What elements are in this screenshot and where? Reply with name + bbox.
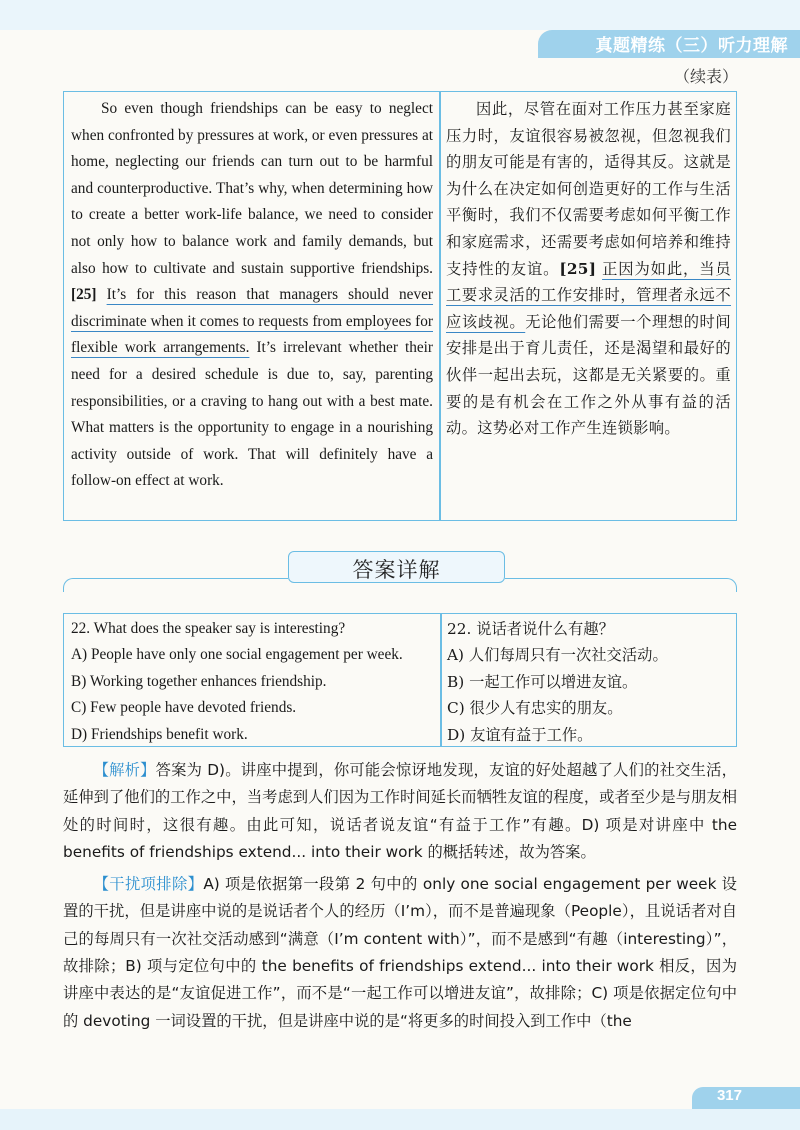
option-c-zh: C) 很少人有忠实的朋友。	[447, 699, 623, 718]
question-marker-en: [25]	[71, 286, 97, 304]
passage-english	[71, 96, 433, 495]
option-b-en: B) Working together enhances friendship.	[71, 672, 327, 690]
option-a-zh: A) 人们每周只有一次社交活动。	[447, 646, 668, 665]
column-divider	[439, 92, 441, 520]
chinese-key-sentence: 正因为如此，当员工要求灵活的工作安排时，管理者永远不应该歧视。	[446, 259, 731, 331]
question-stem-zh: 22. 说话者说什么有趣？	[447, 620, 614, 638]
explanation	[63, 757, 737, 1035]
question-table	[63, 613, 737, 747]
section-title: 答案详解	[352, 559, 441, 582]
footer-band	[0, 1109, 800, 1130]
distractor-paragraph	[63, 871, 737, 1035]
english-text-before: So even though friendships can be easy to neglect when confronted by pressures at work, or even pressures at home, neglecting our friends can turn out to be harmful and counterproductive. That’s why, when determining how to create a better work-life balance, we need to consider not only how to balance work and family demands, but also how to cultivate and sustain supportive friendships.	[71, 100, 433, 277]
continued-label: （续表）	[673, 69, 738, 86]
page-number-tab	[692, 1087, 800, 1109]
column-divider	[440, 614, 442, 746]
question-stem-en: 22. What does the speaker say is interesting?	[71, 620, 346, 637]
question-english	[71, 616, 437, 748]
passage-chinese	[446, 96, 731, 442]
question-marker-zh: [25]	[559, 259, 597, 278]
english-text-after: It’s irrelevant whether their need for a desired schedule is due to, say, parenting responsibilities, or a craving to hang out with a best mate. What matters is the opportunity to engage in a nourishing activity outside of work. That will definitely have a follow-on effect at work.	[71, 339, 433, 490]
option-d-zh: D) 友谊有益于工作。	[447, 725, 593, 744]
chinese-text-after: 无论他们需要一个理想的时间安排是出于育儿责任，还是渴望和最好的伙伴一起出去玩，这都是无关紧要的。重要的是有机会在工作之外从事有益的活动。这势必对工作产生连锁影响。	[446, 312, 731, 438]
page-header-title: 真题精练（三）听力理解	[595, 36, 788, 55]
passage-table	[63, 91, 737, 521]
question-chinese	[447, 616, 732, 748]
distractor-text: A) 项是依据第一段第 2 句中的 only one social engagement per week 设置的干扰，但是讲座中说的是说话者个人的经历（I’m），而不是普遍现象（People），且说话者对自己的每周只有一次社交活动感到“满意（I’m content with）”，而不是感到“有趣（interesting）”，故排除；B) 项与定位句中的 the benefits of friendships extend... into their work 相反，因为讲座中表达的是“友谊促进工作”，而不是“一起工作可以增进友谊”，故排除；C) 项是依据定位句中的 devoting 一词设置的干扰，但是讲座中说的是“将更多的时间投入到工作中（the	[63, 875, 737, 1030]
section-rule-left	[63, 578, 288, 592]
chinese-text-before: 因此，尽管在面对工作压力甚至家庭压力时，友谊很容易被忽视，但忽视我们的朋友可能是有害的，适得其反。这就是为什么在决定如何创造更好的工作与生活平衡时，我们不仅需要考虑如何平衡工作和家庭需求，还需要考虑如何培养和维持支持性的友谊。	[446, 100, 731, 278]
header-band	[0, 0, 800, 30]
page-number: 317	[716, 1087, 742, 1104]
analysis-text: 答案为 D)。讲座中提到，你可能会惊讶地发现，友谊的好处超越了人们的社交生活，延伸到了他们的工作之中，当考虑到人们因为工作时间延长而牺牲友谊的程度，或者至少是与朋友相处的时间时，这很有趣。由此可知，说话者说友谊“有益于工作”有趣。D) 项是对讲座中 the benefits of friendships extend... into their work 的概括转述，故为答案。	[63, 761, 737, 861]
option-a-en: A) People have only one social engagement per week.	[71, 646, 403, 664]
analysis-label: 【解析】	[93, 761, 156, 779]
section-rule-right	[505, 578, 737, 592]
analysis-paragraph	[63, 757, 737, 866]
option-b-zh: B) 一起工作可以增进友谊。	[447, 672, 638, 691]
english-key-sentence: It’s for this reason that managers should never discriminate when it comes to requests from employees for flexible work arrangements.	[71, 286, 434, 357]
option-c-en: C) Few people have devoted friends.	[71, 699, 297, 717]
distractor-label: 【干扰项排除】	[93, 875, 204, 894]
option-d-en: D) Friendships benefit work.	[71, 725, 248, 743]
